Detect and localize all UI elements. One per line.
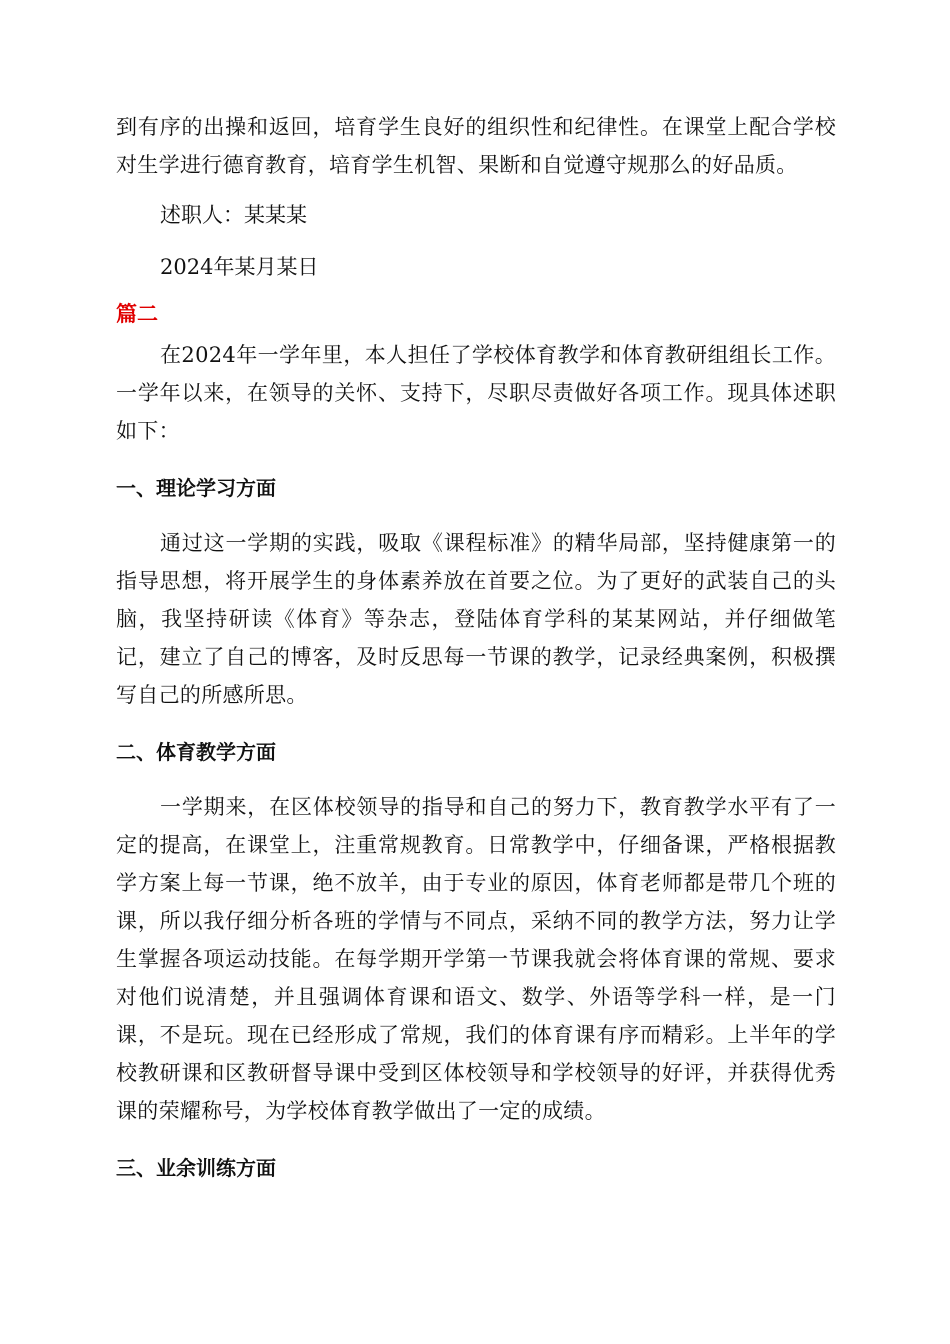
document-body	[116, 108, 836, 1186]
opening-paragraph: 在2024年一学年里，本人担任了学校体育教学和体育教研组组长工作。一学年以来，在领导的关怀、支持下，尽职尽责做好各项工作。现具体述职如下：	[116, 343, 836, 443]
intro-paragraph: 到有序的出操和返回，培育学生良好的组织性和纪律性。在课堂上配合学校对生学进行德育教育，培育学生机智、果断和自觉遵守规那么的好品质。	[116, 115, 836, 177]
section-heading-training: 三、业余训练方面	[116, 1156, 276, 1180]
part-title: 篇二	[116, 302, 158, 326]
date-line: 2024年某月某日	[160, 255, 319, 279]
section-paragraph-teaching: 一学期来，在区体校领导的指导和自己的努力下，教育教学水平有了一定的提高，在课堂上，注重常规教育。日常教学中，仔细备课，严格根据教学方案上每一节课，绝不放羊，由于专业的原因，体育老师都是带几个班的课，所以我仔细分析各班的学情与不同点，采纳不同的教学方法，努力让学生掌握各项运动技能。在每学期开学第一节课我就会将体育课的常规、要求对他们说清楚，并且强调体育课和语文、数学、外语等学科一样，是一门课，不是玩。现在已经形成了常规，我们的体育课有序而精彩。上半年的学校教研课和区教研督导课中受到区体校领导和学校领导的好评，并获得优秀课的荣耀称号，为学校体育教学做出了一定的成绩。	[116, 795, 836, 1123]
section-heading-teaching: 二、体育教学方面	[116, 740, 276, 764]
section-heading-theory: 一、理论学习方面	[116, 476, 276, 500]
section-paragraph-theory: 通过这一学期的实践，吸取《课程标准》的精华局部，坚持健康第一的指导思想，将开展学生的身体素养放在首要之位。为了更好的武装自己的头脑，我坚持研读《体育》等杂志，登陆体育学科的某某网站，并仔细做笔记，建立了自己的博客，及时反思每一节课的教学，记录经典案例，积极撰写自己的所感所思。	[116, 531, 836, 707]
signature-line: 述职人：某某某	[160, 203, 307, 227]
